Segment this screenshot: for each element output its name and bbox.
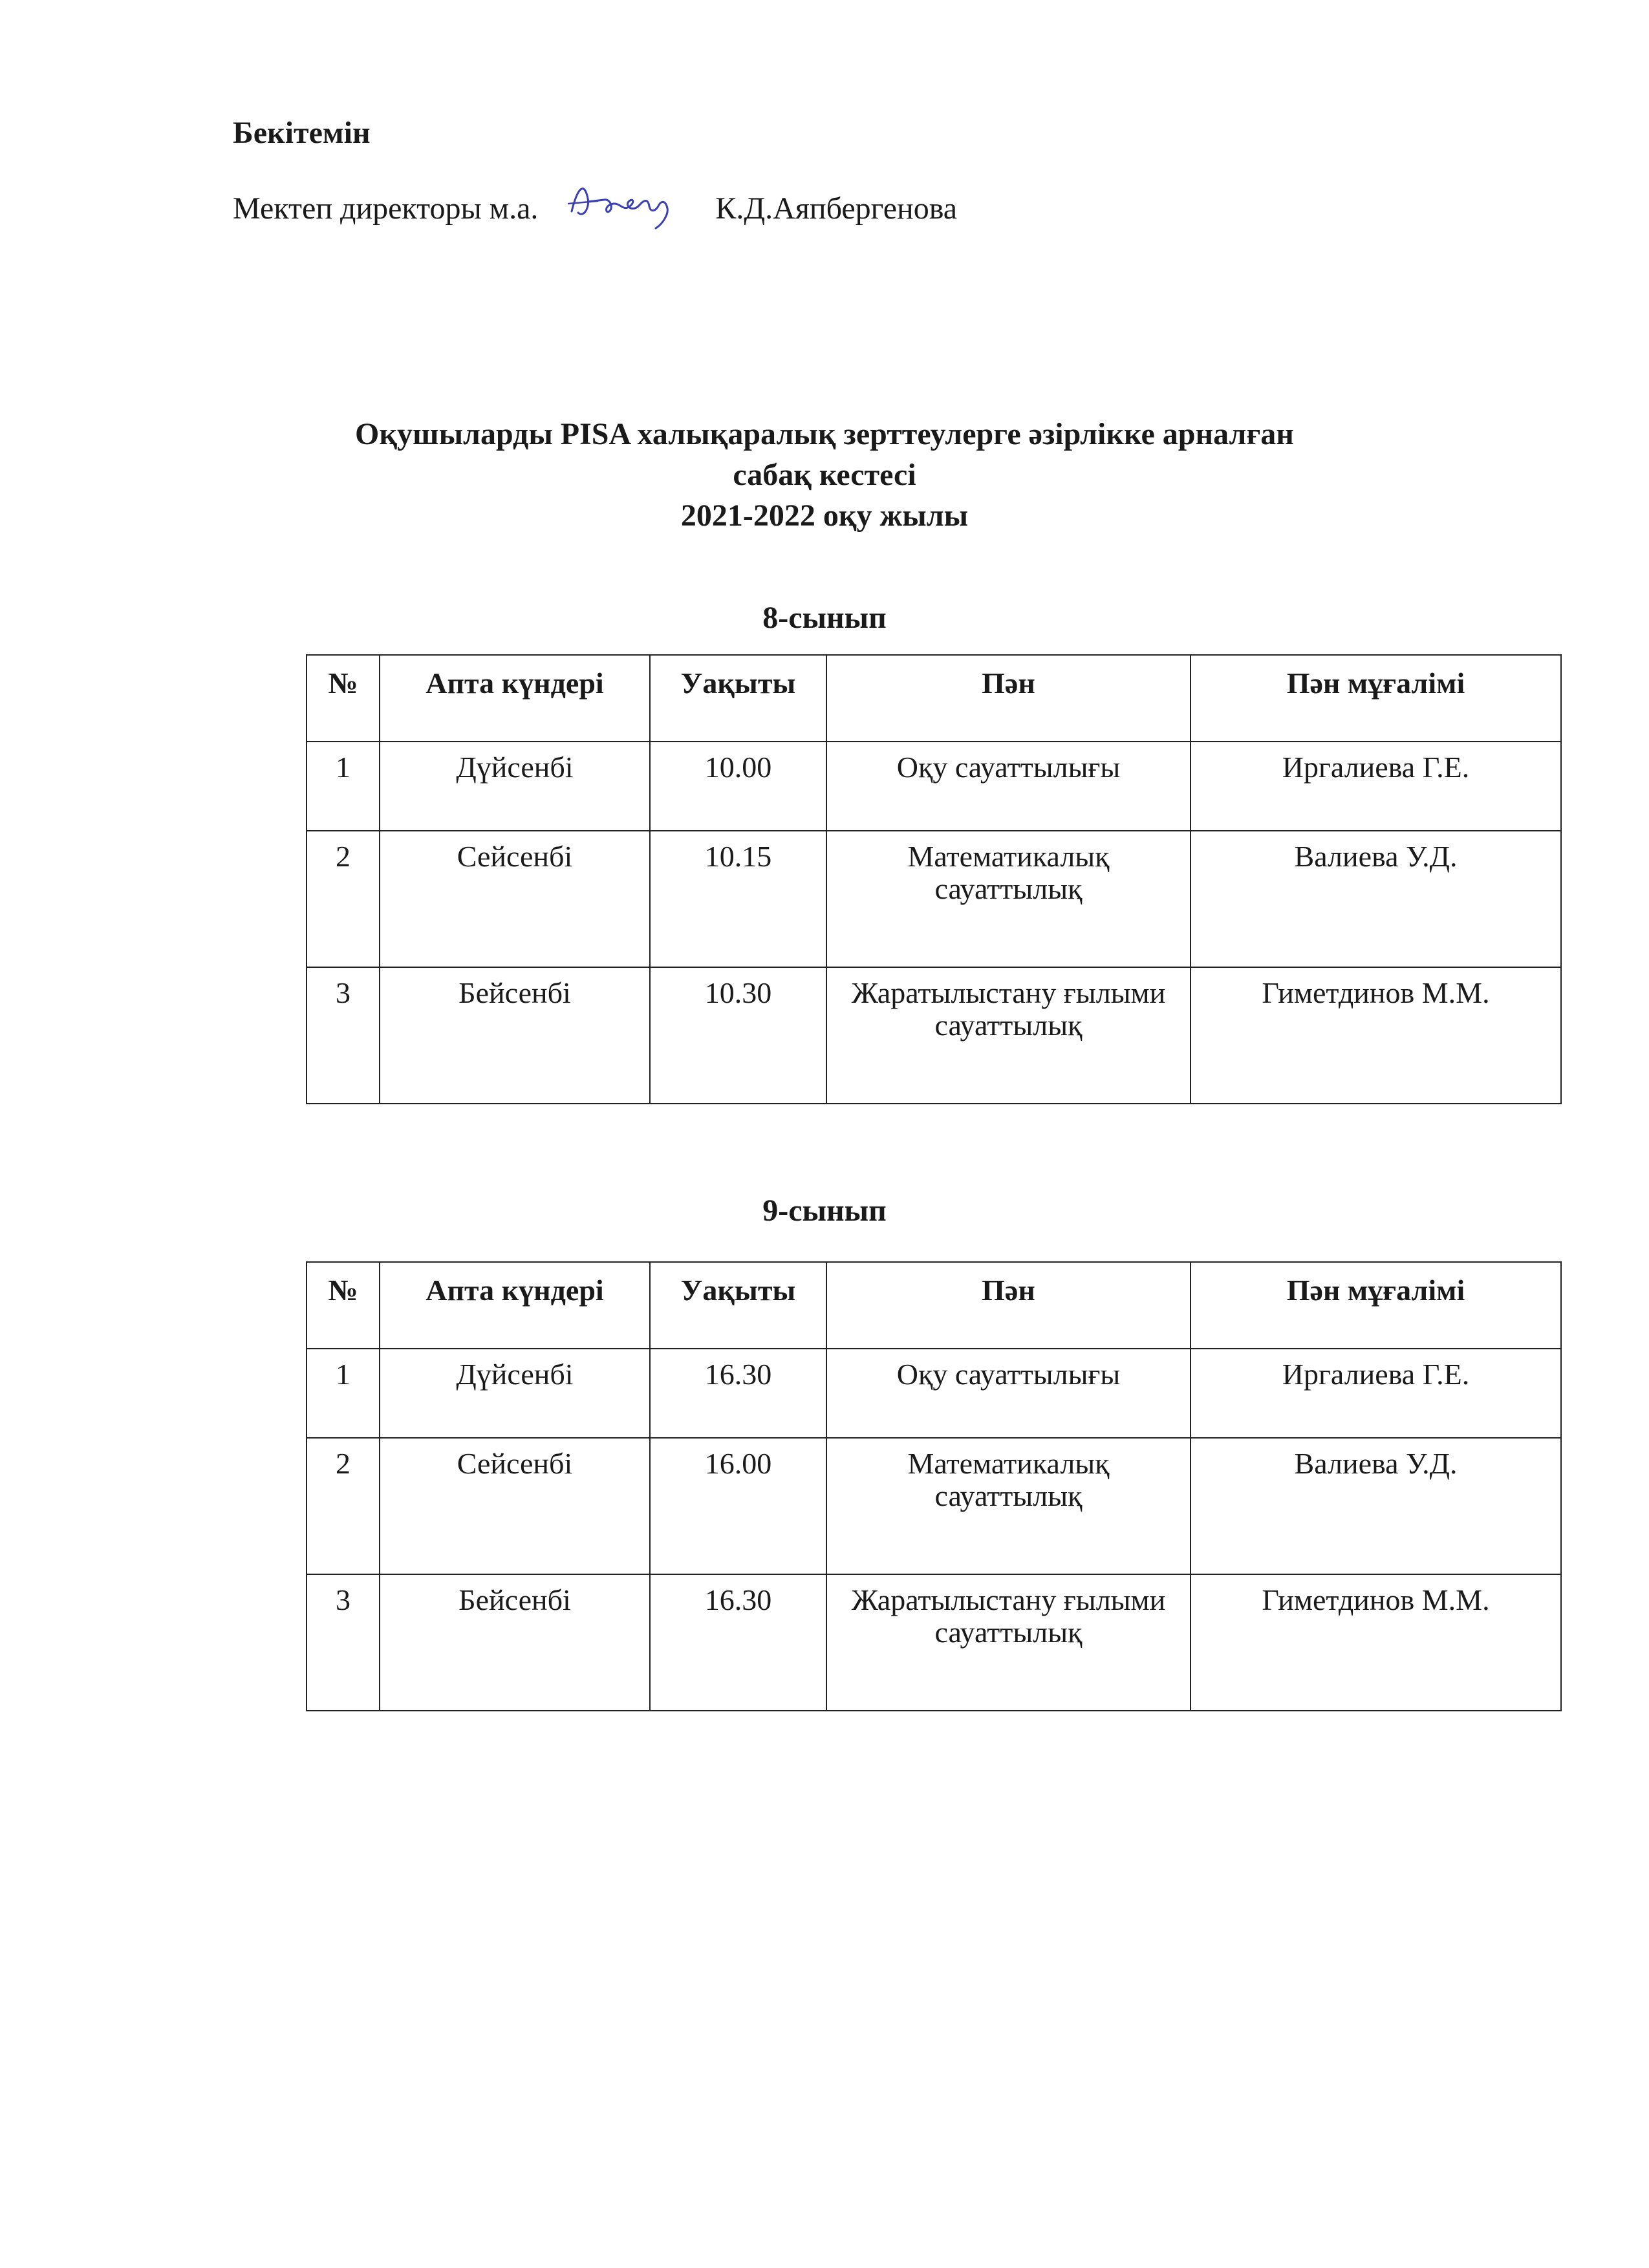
cell-day: Бейсенбі bbox=[380, 1574, 650, 1711]
approval-heading: Бекітемін bbox=[233, 116, 371, 150]
cell-time: 16.30 bbox=[650, 1574, 826, 1711]
col-header-time: Уақыты bbox=[650, 1262, 826, 1349]
title-line-1: Оқушыларды PISA халықаралық зерттеулерге әзірлікке арналған bbox=[355, 417, 1294, 451]
cell-subject: Оқу сауаттылығы bbox=[826, 1349, 1191, 1438]
cell-number: 1 bbox=[307, 1349, 380, 1438]
table-row bbox=[307, 1438, 1561, 1574]
director-title: Мектеп директоры м.а. bbox=[233, 191, 539, 226]
cell-teacher: Гиметдинов М.М. bbox=[1191, 967, 1561, 1104]
title-line-3: 2021-2022 оқу жылы bbox=[680, 498, 969, 533]
table-header-row bbox=[307, 655, 1561, 742]
grade9-schedule-table bbox=[306, 1261, 1562, 1711]
cell-number: 1 bbox=[307, 742, 380, 831]
cell-day: Бейсенбі bbox=[380, 967, 650, 1104]
cell-number: 2 bbox=[307, 831, 380, 967]
cell-teacher: Валиева У.Д. bbox=[1191, 1438, 1561, 1574]
cell-time: 10.30 bbox=[650, 967, 826, 1104]
cell-time: 10.00 bbox=[650, 742, 826, 831]
cell-time: 16.00 bbox=[650, 1438, 826, 1574]
cell-day: Сейсенбі bbox=[380, 831, 650, 967]
col-header-day: Апта күндері bbox=[380, 1262, 650, 1349]
grade8-schedule-table bbox=[306, 654, 1562, 1104]
cell-number: 2 bbox=[307, 1438, 380, 1574]
cell-day: Дүйсенбі bbox=[380, 1349, 650, 1438]
col-header-teacher: Пән мұғалімі bbox=[1191, 1262, 1561, 1349]
cell-subject: Математикалық сауаттылық bbox=[826, 831, 1191, 967]
cell-time: 16.30 bbox=[650, 1349, 826, 1438]
document-title bbox=[0, 414, 1649, 536]
col-header-teacher: Пән мұғалімі bbox=[1191, 655, 1561, 742]
col-header-number: № bbox=[307, 1262, 380, 1349]
col-header-day: Апта күндері bbox=[380, 655, 650, 742]
cell-day: Дүйсенбі bbox=[380, 742, 650, 831]
cell-number: 3 bbox=[307, 967, 380, 1104]
col-header-subject: Пән bbox=[826, 655, 1191, 742]
cell-teacher: Валиева У.Д. bbox=[1191, 831, 1561, 967]
table-row bbox=[307, 742, 1561, 831]
cell-teacher: Иргалиева Г.Е. bbox=[1191, 1349, 1561, 1438]
table-row bbox=[307, 1349, 1561, 1438]
cell-number: 3 bbox=[307, 1574, 380, 1711]
cell-teacher: Гиметдинов М.М. bbox=[1191, 1574, 1561, 1711]
cell-subject: Жаратылыстану ғылыми сауаттылық bbox=[826, 967, 1191, 1104]
table-header-row bbox=[307, 1262, 1561, 1349]
director-name: К.Д.Аяпбергенова bbox=[715, 191, 958, 226]
cell-time: 10.15 bbox=[650, 831, 826, 967]
cell-subject: Жаратылыстану ғылыми сауаттылық bbox=[826, 1574, 1191, 1711]
grade8-label: 8-сынып bbox=[762, 601, 887, 635]
cell-subject: Оқу сауаттылығы bbox=[826, 742, 1191, 831]
col-header-subject: Пән bbox=[826, 1262, 1191, 1349]
cell-day: Сейсенбі bbox=[380, 1438, 650, 1574]
signature bbox=[559, 173, 695, 231]
table-row bbox=[307, 1574, 1561, 1711]
col-header-number: № bbox=[307, 655, 380, 742]
table-row bbox=[307, 967, 1561, 1104]
cell-teacher: Иргалиева Г.Е. bbox=[1191, 742, 1561, 831]
col-header-time: Уақыты bbox=[650, 655, 826, 742]
title-line-2: сабақ кестесі bbox=[733, 458, 916, 492]
cell-subject: Математикалық сауаттылық bbox=[826, 1438, 1191, 1574]
table-row bbox=[307, 831, 1561, 967]
director-line bbox=[233, 191, 957, 231]
grade9-label: 9-сынып bbox=[762, 1193, 887, 1228]
